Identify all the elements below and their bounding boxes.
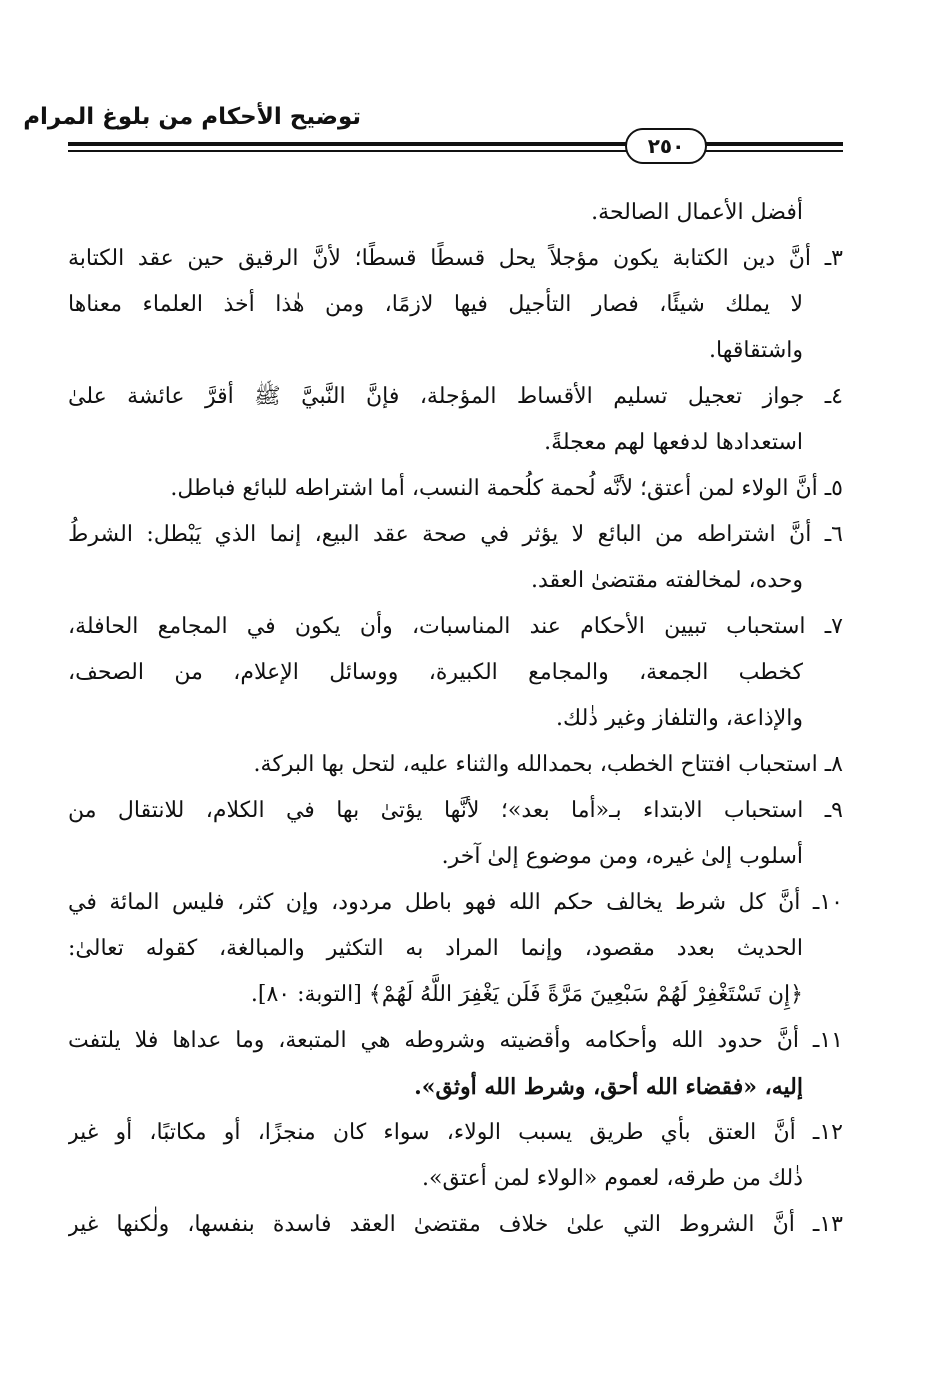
text-line: ٣ـ أنَّ دين الكتابة يكون مؤجلاً يحل قسطًا قسطًا؛ لأنَّ الرقيق حين عقد الكتابة: [68, 246, 843, 271]
header-rule-thick: [68, 142, 843, 146]
text-line: الحديث بعدد مقصود، وإنما المراد به التكثير والمبالغة، كقوله تعالىٰ:: [68, 936, 803, 961]
text-line: ٤ـ جواز تعجيل تسليم الأقساط المؤجلة، فإنَّ النَّبيَّ ﷺ أقرَّ عائشة علىٰ: [68, 384, 843, 409]
header-rule-thin: [68, 150, 843, 152]
text-line: لا يملك شيئًا، فصار التأجيل فيها لازمًا، ومن هٰذا أخذ العلماء معناها: [68, 292, 803, 317]
text-line: ١١ـ أنَّ حدود الله وأحكامه وأقضيته وشروطه هي المتبعة، وما عداها فلا يلتفت: [68, 1028, 843, 1053]
text-line: ١٠ـ أنَّ كل شرط يخالف حكم الله فهو باطل مردود، وإن كثر، فليس المائة في: [68, 890, 843, 915]
text-line: وحده، لمخالفته مقتضىٰ العقد.: [530, 568, 803, 593]
text-line: أسلوب إلىٰ غيره، ومن موضوع إلىٰ آخر.: [441, 844, 803, 869]
text-line: ٨ـ استحباب افتتاح الخطب، بحمدالله والثناء عليه، لتحل بها البركة.: [253, 752, 843, 777]
text-line: استعدادها لدفعها لهم معجلةً.: [544, 430, 803, 455]
text-line: ٦ـ أنَّ اشتراطه من البائع لا يؤثر في صحة عقد البيع، إنما الذي يَبْطل: الشرطُ: [68, 522, 843, 547]
text-line: ٧ـ استحباب تبيين الأحكام عند المناسبات، وأن يكون في المجامع الحافلة،: [68, 614, 843, 639]
text-line: ذٰلك من طرقه، لعموم «الولاء لمن أعتق».: [422, 1166, 803, 1191]
body-text: [68, 190, 843, 1248]
text-line: إليه، «فقضاء الله أحق، وشرط الله أوثق».: [414, 1074, 803, 1100]
text-line: ١٣ـ أنَّ الشروط التي علىٰ خلاف مقتضىٰ العقد فاسدة بنفسها، ولٰكنها غير: [68, 1212, 843, 1237]
text-line: واشتقاقها.: [709, 338, 803, 363]
text-line: والإذاعة، والتلفاز وغير ذٰلك.: [556, 706, 803, 731]
text-line: كخطب الجمعة، والمجامع الكبيرة، ووسائل الإعلام، من الصحف،: [68, 660, 803, 685]
running-header-title: توضيح الأحكام من بلوغ المرام: [23, 104, 361, 130]
text-line: أفضل الأعمال الصالحة.: [591, 200, 803, 225]
quran-verse-line: ﴿إِن تَسْتَغْفِرْ لَهُمْ سَبْعِينَ مَرَّةً فَلَن يَغْفِرَ اللَّهُ لَهُمْ﴾ [التوبة: ٨٠].: [250, 982, 803, 1007]
text-line: ٥ـ أنَّ الولاء لمن أعتق؛ لأنَّه لُحمة كلُحمة النسب، أما اشتراطه للبائع فباطل.: [170, 476, 843, 501]
page-number: ٢٥٠: [625, 128, 707, 164]
text-line: ١٢ـ أنَّ العتق بأي طريق يسبب الولاء، سواء كان منجزًا، أو مكاتبًا، أو غير: [68, 1120, 843, 1145]
text-line: ٩ـ استحباب الابتداء بـ«أما بعد»؛ لأنَّها يؤتىٰ بها في الكلام، للانتقال من: [68, 798, 843, 823]
